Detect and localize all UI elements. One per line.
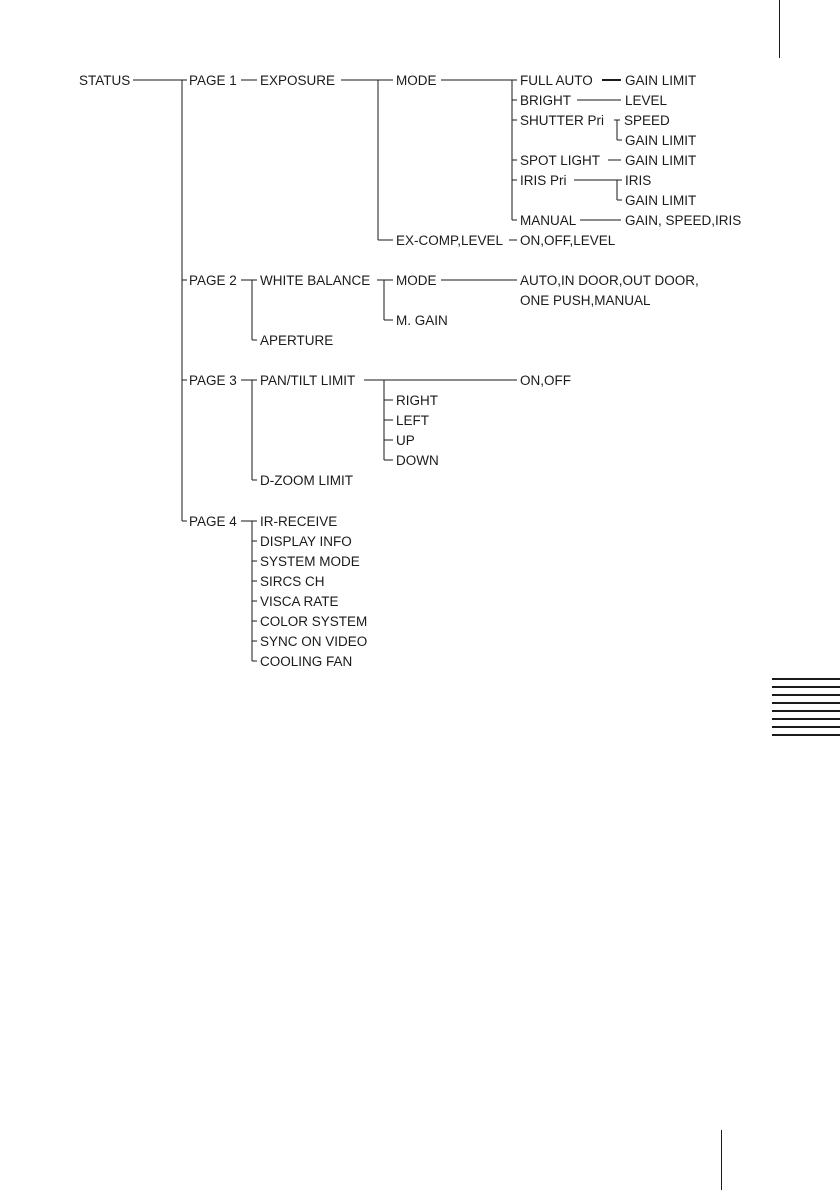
node-wb-mode-values-2: ONE PUSH,MANUAL xyxy=(520,293,651,308)
node-down: DOWN xyxy=(396,453,439,468)
node-color-system: COLOR SYSTEM xyxy=(260,614,368,629)
node-page-1: PAGE 1 xyxy=(189,73,237,88)
node-up: UP xyxy=(396,433,415,448)
node-pan-tilt-limit: PAN/TILT LIMIT xyxy=(260,373,356,388)
node-d-zoom-limit: D-ZOOM LIMIT xyxy=(260,473,353,488)
node-page-4: PAGE 4 xyxy=(189,514,237,529)
node-system-mode: SYSTEM MODE xyxy=(260,554,360,569)
node-iris-pri-iris: IRIS xyxy=(625,173,652,188)
node-ex-comp: EX-COMP,LEVEL xyxy=(396,233,504,248)
node-sircs-ch: SIRCS CH xyxy=(260,574,325,589)
node-right: RIGHT xyxy=(396,393,438,408)
node-display-info: DISPLAY INFO xyxy=(260,534,352,549)
node-shutter-pri: SHUTTER Pri xyxy=(520,113,604,128)
node-aperture: APERTURE xyxy=(260,333,334,348)
node-exposure: EXPOSURE xyxy=(260,73,336,88)
node-pan-tilt-values: ON,OFF xyxy=(520,373,571,388)
node-exposure-mode: MODE xyxy=(396,73,437,88)
node-wb-mode: MODE xyxy=(396,273,437,288)
node-full-auto-gain-limit: GAIN LIMIT xyxy=(625,73,697,88)
node-manual-values: GAIN, SPEED,IRIS xyxy=(625,213,742,228)
node-shutter-gain-limit: GAIN LIMIT xyxy=(625,133,697,148)
node-page-3: PAGE 3 xyxy=(189,373,237,388)
node-spot-light: SPOT LIGHT xyxy=(520,153,601,168)
node-bright-level: LEVEL xyxy=(625,93,668,108)
node-spot-light-gain-limit: GAIN LIMIT xyxy=(625,153,697,168)
node-status: STATUS xyxy=(79,73,131,88)
node-manual: MANUAL xyxy=(520,213,577,228)
node-iris-pri-gain-limit: GAIN LIMIT xyxy=(625,193,697,208)
node-visca-rate: VISCA RATE xyxy=(260,594,339,609)
node-bright: BRIGHT xyxy=(520,93,572,108)
node-cooling-fan: COOLING FAN xyxy=(260,654,353,669)
node-wb-mode-values-1: AUTO,IN DOOR,OUT DOOR, xyxy=(520,273,699,288)
node-shutter-speed: SPEED xyxy=(624,113,670,128)
node-iris-pri: IRIS Pri xyxy=(520,173,567,188)
node-page-2: PAGE 2 xyxy=(189,273,237,288)
node-ex-comp-values: ON,OFF,LEVEL xyxy=(520,233,616,248)
node-ir-receive: IR-RECEIVE xyxy=(260,514,338,529)
node-sync-on-video: SYNC ON VIDEO xyxy=(260,634,368,649)
node-left: LEFT xyxy=(396,413,430,428)
node-m-gain: M. GAIN xyxy=(396,313,448,328)
node-white-balance: WHITE BALANCE xyxy=(260,273,371,288)
tree-labels xyxy=(79,73,741,669)
node-full-auto: FULL AUTO xyxy=(520,73,593,88)
